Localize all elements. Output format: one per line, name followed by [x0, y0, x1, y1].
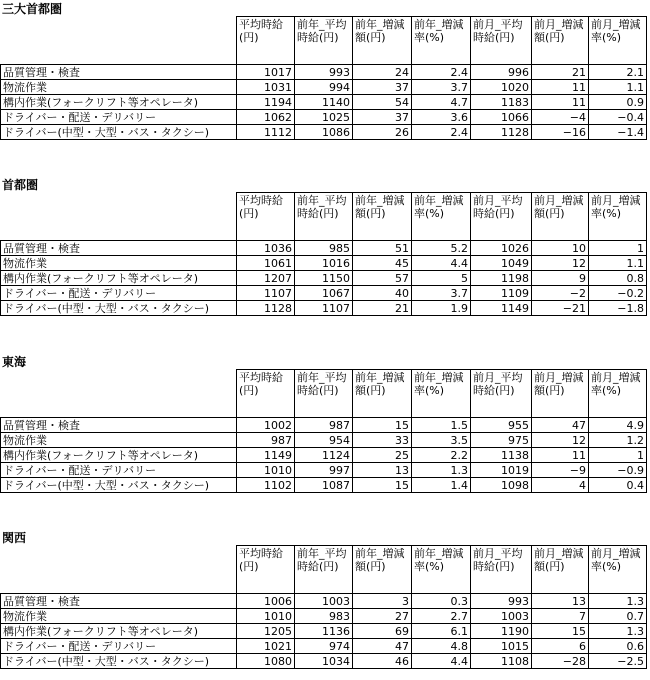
value-cell: 1010	[237, 463, 295, 478]
row-label: ドライバー(中型・大型・バス・タクシー)	[1, 301, 237, 316]
value-cell: 1149	[471, 301, 532, 316]
row-label: 物流作業	[1, 609, 237, 624]
column-header: 平均時給(円)	[237, 193, 295, 241]
value-cell: 1.9	[412, 301, 471, 316]
value-cell: 1003	[295, 594, 353, 609]
section-title: 首都圏	[2, 178, 39, 192]
value-cell: 37	[353, 80, 412, 95]
value-cell: 11	[532, 448, 589, 463]
value-cell: 1098	[471, 478, 532, 493]
value-cell: 4.7	[412, 95, 471, 110]
value-cell: 1019	[471, 463, 532, 478]
value-cell: 1021	[237, 639, 295, 654]
table-row	[1, 110, 647, 125]
column-header: 前年_増減率(%)	[412, 193, 471, 241]
value-cell: 955	[471, 418, 532, 433]
value-cell: 6	[532, 639, 589, 654]
value-cell: 4.4	[412, 654, 471, 669]
column-header: 前月_増減率(%)	[589, 193, 647, 241]
value-cell: 1.2	[589, 433, 647, 448]
value-cell: 1128	[237, 301, 295, 316]
column-header: 前月_平均時給(円)	[471, 546, 532, 594]
table-row	[1, 433, 647, 448]
table-row	[1, 639, 647, 654]
header-row	[1, 546, 647, 594]
table-row	[1, 286, 647, 301]
value-cell: −21	[532, 301, 589, 316]
value-cell: 1108	[471, 654, 532, 669]
value-cell: 975	[471, 433, 532, 448]
value-cell: 1086	[295, 125, 353, 140]
value-cell: 1124	[295, 448, 353, 463]
value-cell: 993	[295, 65, 353, 80]
value-cell: 1080	[237, 654, 295, 669]
value-cell: 954	[295, 433, 353, 448]
value-cell: 1025	[295, 110, 353, 125]
value-cell: 4.9	[589, 418, 647, 433]
row-label: 物流作業	[1, 80, 237, 95]
column-header: 前年_増減額(円)	[353, 546, 412, 594]
column-header: 前月_増減額(円)	[532, 17, 589, 65]
value-cell: 3.7	[412, 286, 471, 301]
value-cell: 1149	[237, 448, 295, 463]
column-header: 前年_平均時給(円)	[295, 17, 353, 65]
row-label: 構内作業(フォークリフト等オペレータ)	[1, 95, 237, 110]
column-header: 前年_平均時給(円)	[295, 546, 353, 594]
table-row	[1, 256, 647, 271]
value-cell: 993	[471, 594, 532, 609]
value-cell: 57	[353, 271, 412, 286]
value-cell: −9	[532, 463, 589, 478]
value-cell: 1183	[471, 95, 532, 110]
row-label: 構内作業(フォークリフト等オペレータ)	[1, 271, 237, 286]
value-cell: 1136	[295, 624, 353, 639]
column-header: 前年_増減率(%)	[412, 370, 471, 418]
row-label: 構内作業(フォークリフト等オペレータ)	[1, 448, 237, 463]
value-cell: −4	[532, 110, 589, 125]
column-header: 前年_増減額(円)	[353, 17, 412, 65]
table-row	[1, 609, 647, 624]
table-row	[1, 448, 647, 463]
value-cell: −1.8	[589, 301, 647, 316]
value-cell: 47	[532, 418, 589, 433]
column-header: 前月_平均時給(円)	[471, 193, 532, 241]
column-header: 前年_増減額(円)	[353, 193, 412, 241]
value-cell: 24	[353, 65, 412, 80]
value-cell: 15	[353, 418, 412, 433]
value-cell: 994	[295, 80, 353, 95]
header-blank	[1, 193, 237, 241]
value-cell: 0.4	[589, 478, 647, 493]
row-label: ドライバー(中型・大型・バス・タクシー)	[1, 654, 237, 669]
value-cell: 2.4	[412, 125, 471, 140]
value-cell: 2.1	[589, 65, 647, 80]
value-cell: 1194	[237, 95, 295, 110]
value-cell: 7	[532, 609, 589, 624]
value-cell: −16	[532, 125, 589, 140]
value-cell: 1109	[471, 286, 532, 301]
row-label: ドライバー(中型・大型・バス・タクシー)	[1, 125, 237, 140]
value-cell: 13	[353, 463, 412, 478]
table-row	[1, 80, 647, 95]
value-cell: 985	[295, 241, 353, 256]
header-row	[1, 193, 647, 241]
value-cell: 1107	[295, 301, 353, 316]
value-cell: 987	[295, 418, 353, 433]
value-cell: 27	[353, 609, 412, 624]
row-label: ドライバー・配送・デリバリー	[1, 463, 237, 478]
value-cell: 9	[532, 271, 589, 286]
row-label: ドライバー(中型・大型・バス・タクシー)	[1, 478, 237, 493]
value-cell: 987	[237, 433, 295, 448]
header-blank	[1, 17, 237, 65]
column-header: 前年_平均時給(円)	[295, 193, 353, 241]
value-cell: −1.4	[589, 125, 647, 140]
value-cell: 10	[532, 241, 589, 256]
value-cell: 1102	[237, 478, 295, 493]
value-cell: 1002	[237, 418, 295, 433]
value-cell: 1107	[237, 286, 295, 301]
value-cell: 1.1	[589, 256, 647, 271]
value-cell: 996	[471, 65, 532, 80]
value-cell: 11	[532, 95, 589, 110]
value-cell: 1026	[471, 241, 532, 256]
section-title: 関西	[2, 531, 27, 545]
value-cell: 997	[295, 463, 353, 478]
table-row	[1, 125, 647, 140]
column-header: 平均時給(円)	[237, 370, 295, 418]
value-cell: 5	[412, 271, 471, 286]
value-cell: −2.5	[589, 654, 647, 669]
value-cell: 1087	[295, 478, 353, 493]
table-row	[1, 478, 647, 493]
value-cell: 1198	[471, 271, 532, 286]
value-cell: 46	[353, 654, 412, 669]
column-header: 平均時給(円)	[237, 546, 295, 594]
value-cell: 1034	[295, 654, 353, 669]
column-header: 前年_増減率(%)	[412, 17, 471, 65]
header-row	[1, 17, 647, 65]
column-header: 前月_増減率(%)	[589, 17, 647, 65]
value-cell: 13	[532, 594, 589, 609]
value-cell: −2	[532, 286, 589, 301]
value-cell: 974	[295, 639, 353, 654]
value-cell: 15	[532, 624, 589, 639]
column-header: 前月_平均時給(円)	[471, 370, 532, 418]
row-label: 品質管理・検査	[1, 65, 237, 80]
value-cell: 1.1	[589, 80, 647, 95]
value-cell: 0.6	[589, 639, 647, 654]
value-cell: 12	[532, 256, 589, 271]
value-cell: 1190	[471, 624, 532, 639]
value-cell: 2.7	[412, 609, 471, 624]
column-header: 前月_増減額(円)	[532, 193, 589, 241]
value-cell: 1138	[471, 448, 532, 463]
value-cell: 47	[353, 639, 412, 654]
row-label: 構内作業(フォークリフト等オペレータ)	[1, 624, 237, 639]
row-label: 品質管理・検査	[1, 418, 237, 433]
table-row	[1, 624, 647, 639]
value-cell: 1.3	[589, 594, 647, 609]
value-cell: 3	[353, 594, 412, 609]
value-cell: −0.9	[589, 463, 647, 478]
value-cell: 40	[353, 286, 412, 301]
value-cell: 0.7	[589, 609, 647, 624]
value-cell: 983	[295, 609, 353, 624]
table-row	[1, 463, 647, 478]
value-cell: 1128	[471, 125, 532, 140]
value-cell: 37	[353, 110, 412, 125]
value-cell: 2.2	[412, 448, 471, 463]
value-cell: 1049	[471, 256, 532, 271]
row-label: 品質管理・検査	[1, 594, 237, 609]
value-cell: 15	[353, 478, 412, 493]
header-blank	[1, 546, 237, 594]
column-header: 前月_増減率(%)	[589, 546, 647, 594]
value-cell: 6.1	[412, 624, 471, 639]
value-cell: 3.7	[412, 80, 471, 95]
value-cell: 5.2	[412, 241, 471, 256]
value-cell: 1015	[471, 639, 532, 654]
header-row	[1, 370, 647, 418]
value-cell: 51	[353, 241, 412, 256]
value-cell: 1010	[237, 609, 295, 624]
section-title: 三大首都圏	[2, 2, 63, 16]
value-cell: 1.5	[412, 418, 471, 433]
value-cell: −0.2	[589, 286, 647, 301]
value-cell: 2.4	[412, 65, 471, 80]
value-cell: 12	[532, 433, 589, 448]
value-cell: 1205	[237, 624, 295, 639]
wage-table	[0, 369, 647, 493]
value-cell: 1.3	[412, 463, 471, 478]
value-cell: 1067	[295, 286, 353, 301]
value-cell: 1006	[237, 594, 295, 609]
column-header: 前年_増減率(%)	[412, 546, 471, 594]
value-cell: 1150	[295, 271, 353, 286]
wage-table	[0, 545, 647, 669]
row-label: 物流作業	[1, 256, 237, 271]
value-cell: 1112	[237, 125, 295, 140]
value-cell: 54	[353, 95, 412, 110]
value-cell: 1003	[471, 609, 532, 624]
value-cell: −0.4	[589, 110, 647, 125]
value-cell: 0.8	[589, 271, 647, 286]
column-header: 前月_増減額(円)	[532, 546, 589, 594]
value-cell: 1.4	[412, 478, 471, 493]
value-cell: 0.9	[589, 95, 647, 110]
value-cell: 4	[532, 478, 589, 493]
value-cell: 1036	[237, 241, 295, 256]
value-cell: 1140	[295, 95, 353, 110]
column-header: 前年_平均時給(円)	[295, 370, 353, 418]
wage-table	[0, 192, 647, 316]
row-label: ドライバー・配送・デリバリー	[1, 286, 237, 301]
wage-table	[0, 16, 647, 140]
value-cell: 1017	[237, 65, 295, 80]
column-header: 前月_増減額(円)	[532, 370, 589, 418]
value-cell: 69	[353, 624, 412, 639]
value-cell: 3.5	[412, 433, 471, 448]
value-cell: 1016	[295, 256, 353, 271]
value-cell: 1	[589, 448, 647, 463]
value-cell: 1207	[237, 271, 295, 286]
value-cell: 1.3	[589, 624, 647, 639]
value-cell: 11	[532, 80, 589, 95]
value-cell: 1066	[471, 110, 532, 125]
value-cell: 26	[353, 125, 412, 140]
table-row	[1, 271, 647, 286]
column-header: 平均時給(円)	[237, 17, 295, 65]
value-cell: 1031	[237, 80, 295, 95]
column-header: 前月_平均時給(円)	[471, 17, 532, 65]
row-label: ドライバー・配送・デリバリー	[1, 110, 237, 125]
value-cell: 4.4	[412, 256, 471, 271]
table-row	[1, 95, 647, 110]
value-cell: 1062	[237, 110, 295, 125]
value-cell: −28	[532, 654, 589, 669]
table-row	[1, 418, 647, 433]
table-row	[1, 65, 647, 80]
value-cell: 1020	[471, 80, 532, 95]
row-label: 物流作業	[1, 433, 237, 448]
value-cell: 25	[353, 448, 412, 463]
column-header: 前年_増減額(円)	[353, 370, 412, 418]
table-row	[1, 241, 647, 256]
row-label: 品質管理・検査	[1, 241, 237, 256]
table-row	[1, 594, 647, 609]
value-cell: 0.3	[412, 594, 471, 609]
row-label: ドライバー・配送・デリバリー	[1, 639, 237, 654]
value-cell: 21	[532, 65, 589, 80]
value-cell: 45	[353, 256, 412, 271]
table-row	[1, 301, 647, 316]
value-cell: 3.6	[412, 110, 471, 125]
section-title: 東海	[2, 355, 27, 369]
value-cell: 1	[589, 241, 647, 256]
value-cell: 1061	[237, 256, 295, 271]
value-cell: 33	[353, 433, 412, 448]
header-blank	[1, 370, 237, 418]
table-row	[1, 654, 647, 669]
value-cell: 4.8	[412, 639, 471, 654]
column-header: 前月_増減率(%)	[589, 370, 647, 418]
value-cell: 21	[353, 301, 412, 316]
